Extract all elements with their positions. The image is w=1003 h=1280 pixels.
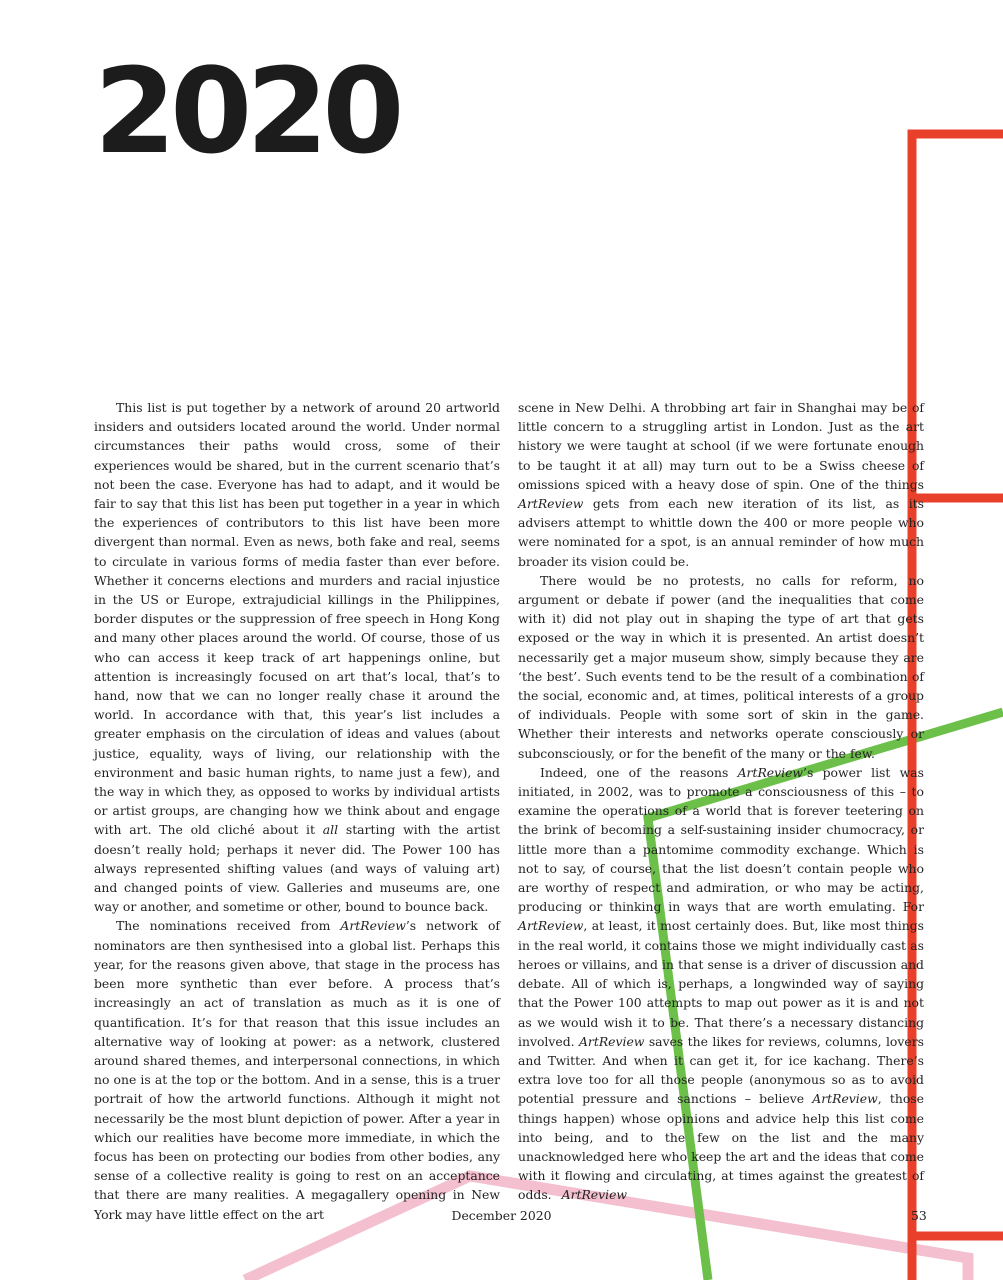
paragraph-intro: This list is put together by a network of around 20 artworld insiders and outsiders located around the world. Under normal circumstances their paths would cross, some of their experiences would be shared, but in the current scenario that’s not been the case. Everyone has had to adapt, and it would be fair to say that this list has been put together in a year in which the experiences of contributors to this list have been more divergent than normal. Even as news, both fake and real, seems to circulate in various forms of media faster than ever before. Whether it concerns elections and murders and racial injustice in the US or Europe, extrajudicial killings in the Philippines, border disputes or the suppression of free speech in Hong Kong and many other places around the world. Of course, those of us who can access it keep track of art happenings online, but attention is increasingly focused on art that’s local, that’s to hand, now that we can no longer really chase it around the world. In accordance with that, this year’s list includes a greater emphasis on the circulation of ideas and values (about justice, equality, ways of living, our relationship with the environment and basic human rights, to name just a few), and the way in which they, as opposed to works by individual artists or artist groups, are changing how we think about and engage with art. The old cliché about it all starting with the artist doesn’t really hold; perhaps it never did. The Power 100 has always represented shifting values (and ways of valuing art) and changed points of view. Galleries and museums are, one way or another, and sometime or other, bound to bounce back.	[94, 400, 500, 915]
page-title-year: 2020	[94, 42, 399, 180]
footer-date: December 2020	[451, 1208, 552, 1223]
paragraph-protests: There would be no protests, no calls for reform, no argument or debate if power (and the inequalities that come with it) did not play out in shaping the type of art that gets exposed or the way in which it is presented. An artist doesn’t necessarily get a major museum show, simply because they are ‘the best’. Such events tend to be the result of a combination of the social, economic and, at times, political interests of a group of individuals. People with some sort of skin in the game. Whether their interests and networks operate consciously or subconsciously, or for the benefit of the many or the few.	[518, 572, 924, 761]
article-right-column	[518, 398, 924, 1205]
paragraph-continuation: scene in New Delhi. A throbbing art fair in Shanghai may be of little concern to a struggling artist in London. Just as the art history we were taught at school (if we were fortunate enough to be taught it at all) may turn out to be a Swiss cheese of omissions spiced with a heavy dose of spin. One of the things ArtReview gets from each new iteration of its list, as its advisers attempt to whittle down the 400 or more people who were nominated for a spot, is an annual reminder of how much broader its vision could be.	[518, 400, 924, 569]
red-line	[912, 134, 1003, 1280]
signature: ArtReview	[561, 1187, 628, 1203]
article-left-column	[94, 398, 500, 1224]
paragraph-reasons: Indeed, one of the reasons ArtReview’s power list was initiated, in 2002, was to promote a consciousness of this – to examine the operations of a world that is forever teetering on the brink of becoming a self-sustaining insider chumocracy, or little more than a pantomime commodity exchange. Which is not to say, of course, that the list doesn’t contain people who are worthy of respect and admiration, or who may be acting, producing or thinking in ways that are worth emulating. For ArtReview, at least, it most certainly does. But, like most things in the real world, it contains those we might individually cast as heroes or villains, and in that sense is a driver of discussion and debate. All of which is, perhaps, a longwinded way of saying that the Power 100 attempts to map out power as it is and not as we would wish it to be. That there’s a necessary distancing involved. ArtReview saves the likes for reviews, columns, lovers and Twitter. And when it can get it, for ice kachang. There’s extra love too for all those people (anonymous so as to avoid potential pressure and sanctions – believe ArtReview, those things happen) whose opinions and advice help this list come into being, and to the few on the list and the many unacknowledged here who keep the art and the ideas that come with it flowing and circulating, at times against the greatest of odds. ArtReview	[518, 764, 925, 1203]
paragraph-nominations: The nominations received from ArtReview’s network of nominators are then synthesised into a global list. Perhaps this year, for the reasons given above, that stage in the process has been more synthetic than ever before. A process that’s increasingly an act of translation as much as it is one of quantification. It’s for that reason that this issue includes an alternative way of looking at power: as a network, clustered around shared themes, and interpersonal connections, in which no one is at the top or the bottom. And in a sense, this is a truer portrait of how the artworld functions. Although it might not necessarily be the most blunt depiction of power. After a year in which our realities have become more immediate, in which the focus has been on protecting our bodies from other bodies, any sense of a collective reality is going to rest on an acceptance that there are many realities. A megagallery opening in New York may have little effect on the art	[94, 918, 500, 1222]
page-number: 53	[911, 1208, 927, 1223]
